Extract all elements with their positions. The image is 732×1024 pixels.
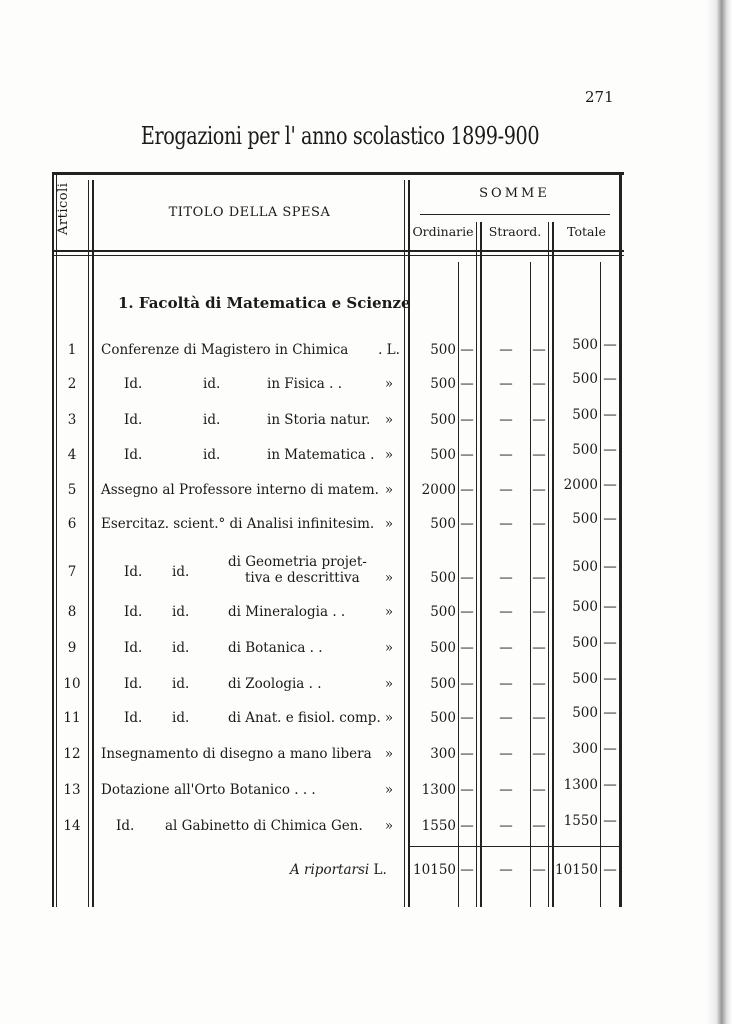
totale-cents: —: [603, 813, 617, 829]
leader-mark: »: [384, 710, 394, 726]
table-row: [0, 511, 732, 540]
straord-cents: —: [532, 640, 546, 656]
totale-cents: —: [603, 635, 617, 651]
straord-amount: —: [499, 818, 513, 834]
carry-ordinarie: 10150: [413, 862, 456, 878]
section-heading: 1. Facoltà di Matematica e Scienze: [118, 294, 411, 312]
leader-mark: »: [384, 570, 394, 586]
straord-amount: —: [499, 482, 513, 498]
straord-amount: —: [499, 570, 513, 586]
article-number: 7: [67, 564, 77, 580]
expense-title-part: di Mineralogia . .: [228, 604, 346, 620]
article-number: 9: [67, 640, 77, 656]
straord-cents: —: [532, 746, 546, 762]
ordinarie-amount: 1300: [421, 782, 456, 798]
totale-amount: 500: [572, 705, 598, 721]
expense-title-part: in Fisica . .: [267, 376, 343, 392]
leader-mark: »: [384, 412, 394, 428]
table-row: [0, 554, 732, 588]
leader-mark: »: [384, 676, 394, 692]
page-number: 271: [585, 88, 614, 106]
ordinarie-cents: —: [460, 676, 474, 692]
leader-mark: »: [384, 516, 394, 532]
expense-title-part: id.: [203, 447, 221, 463]
totale-amount: 1550: [563, 813, 598, 829]
totale-amount: 2000: [563, 477, 598, 493]
expense-title-part: Id.: [124, 412, 143, 428]
carry-row: [0, 862, 732, 886]
expense-title-part: di Geometria projet-: [228, 554, 367, 570]
straord-amount: —: [499, 676, 513, 692]
totale-cents: —: [603, 371, 617, 387]
article-number: 3: [67, 412, 77, 428]
carry-totale-cents: —: [603, 862, 617, 878]
expense-title-part: Id.: [124, 640, 143, 656]
straord-cents: —: [532, 604, 546, 620]
totale-amount: 500: [572, 442, 598, 458]
totale-cents: —: [603, 337, 617, 353]
expense-title-part: Id.: [124, 604, 143, 620]
table-row: [0, 442, 732, 471]
straord-cents: —: [532, 376, 546, 392]
straord-cents: —: [532, 482, 546, 498]
article-number: 1: [67, 342, 77, 358]
ordinarie-cents: —: [460, 447, 474, 463]
expense-title-part: Dotazione all'Orto Botanico . . .: [101, 782, 316, 798]
table-row: [0, 813, 732, 842]
expense-title-part: id.: [172, 640, 190, 656]
leader-mark: »: [384, 818, 394, 834]
leader-mark: »: [384, 782, 394, 798]
totale-amount: 500: [572, 337, 598, 353]
totale-amount: 500: [572, 599, 598, 615]
ordinarie-amount: 500: [430, 412, 456, 428]
ordinarie-cents: —: [460, 376, 474, 392]
leader-mark: »: [384, 482, 394, 498]
straord-cents: —: [532, 570, 546, 586]
expense-title-part: id.: [172, 604, 190, 620]
article-number: 4: [67, 447, 77, 463]
straord-cents: —: [532, 412, 546, 428]
table-row: [0, 777, 732, 806]
expense-title-part: Id.: [124, 376, 143, 392]
expense-title-part: Assegno al Professore interno di matem.: [101, 482, 379, 498]
totale-cents: —: [603, 741, 617, 757]
carry-straord-cents: —: [532, 862, 546, 878]
expense-title-part: id.: [172, 564, 190, 580]
article-number: 5: [67, 482, 77, 498]
ordinarie-cents: —: [460, 570, 474, 586]
straord-amount: —: [499, 604, 513, 620]
expense-title-part: Id.: [124, 676, 143, 692]
expense-title-part: Esercitaz. scient.° di Analisi infinitesim.: [101, 516, 375, 532]
expense-title-part: id.: [203, 376, 221, 392]
ordinarie-amount: 500: [430, 676, 456, 692]
ordinarie-cents: —: [460, 818, 474, 834]
totale-amount: 300: [572, 741, 598, 757]
ordinarie-cents: —: [460, 342, 474, 358]
totale-cents: —: [603, 442, 617, 458]
totale-cents: —: [603, 777, 617, 793]
expense-title-part: in Storia natur.: [267, 412, 371, 428]
leader-mark: »: [384, 447, 394, 463]
ordinarie-cents: —: [460, 746, 474, 762]
article-number: 6: [67, 516, 77, 532]
totale-cents: —: [603, 599, 617, 615]
expense-title-part: Id.: [124, 447, 143, 463]
totale-amount: 1300: [563, 777, 598, 793]
expense-title-part: di Botanica . .: [228, 640, 323, 656]
table-row: [0, 599, 732, 628]
straord-amount: —: [499, 516, 513, 532]
totale-amount: 500: [572, 511, 598, 527]
ordinarie-amount: 500: [430, 710, 456, 726]
totale-amount: 500: [572, 407, 598, 423]
ordinarie-cents: —: [460, 482, 474, 498]
expense-title-part: id.: [172, 710, 190, 726]
table-row: [0, 741, 732, 770]
expense-title-part: tiva e descrittiva: [245, 570, 360, 586]
table-row: [0, 337, 732, 366]
carry-totale: 10150: [555, 862, 598, 878]
ordinarie-amount: 500: [430, 516, 456, 532]
ordinarie-amount: 1550: [421, 818, 456, 834]
page-title: Erogazioni per l' anno scolastico 1899-900: [140, 122, 540, 150]
straord-cents: —: [532, 342, 546, 358]
article-number: 8: [67, 604, 77, 620]
totale-cents: —: [603, 559, 617, 575]
ordinarie-cents: —: [460, 604, 474, 620]
ordinarie-cents: —: [460, 782, 474, 798]
straord-cents: —: [532, 782, 546, 798]
straord-amount: —: [499, 447, 513, 463]
header-straord: Straord.: [488, 224, 542, 239]
header-articoli: Articoli: [56, 182, 71, 235]
carry-suffix: L.: [373, 862, 387, 878]
expense-title-part: Id.: [116, 818, 135, 834]
article-number: 12: [63, 746, 81, 762]
table-row: [0, 371, 732, 400]
ordinarie-cents: —: [460, 710, 474, 726]
totale-cents: —: [603, 705, 617, 721]
totale-cents: —: [603, 407, 617, 423]
straord-cents: —: [532, 818, 546, 834]
table-row: [0, 477, 732, 506]
expense-title-part: Id.: [124, 564, 143, 580]
ordinarie-amount: 2000: [421, 482, 456, 498]
totale-cents: —: [603, 477, 617, 493]
straord-cents: —: [532, 447, 546, 463]
article-number: 2: [67, 376, 77, 392]
expense-title-part: id.: [172, 676, 190, 692]
article-number: 14: [63, 818, 81, 834]
expense-title-part: Conferenze di Magistero in Chimica: [101, 342, 349, 358]
leader-mark: »: [384, 746, 394, 762]
article-number: 13: [63, 782, 81, 798]
header-ordinarie: Ordinarie: [412, 224, 474, 239]
ordinarie-amount: 300: [430, 746, 456, 762]
totale-amount: 500: [572, 671, 598, 687]
straord-amount: —: [499, 376, 513, 392]
carry-ordinarie-cents: —: [460, 862, 474, 878]
expense-title-part: di Zoologia . .: [228, 676, 322, 692]
expense-title-part: in Matematica .: [267, 447, 375, 463]
ordinarie-cents: —: [460, 516, 474, 532]
expense-title-part: di Anat. e fisiol. comp.: [228, 710, 381, 726]
straord-cents: —: [532, 710, 546, 726]
straord-amount: —: [499, 640, 513, 656]
straord-amount: —: [499, 710, 513, 726]
ordinarie-amount: 500: [430, 570, 456, 586]
straord-cents: —: [532, 676, 546, 692]
carry-label: [290, 862, 387, 878]
totale-amount: 500: [572, 371, 598, 387]
expense-title-part: id.: [203, 412, 221, 428]
expense-title-part: al Gabinetto di Chimica Gen.: [165, 818, 363, 834]
ordinarie-amount: 500: [430, 447, 456, 463]
table-row: [0, 635, 732, 664]
ordinarie-cents: —: [460, 640, 474, 656]
straord-amount: —: [499, 782, 513, 798]
table-row: [0, 671, 732, 700]
straord-amount: —: [499, 342, 513, 358]
expense-title-part: Id.: [124, 710, 143, 726]
totale-cents: —: [603, 511, 617, 527]
leader-mark: »: [384, 604, 394, 620]
article-number: 10: [63, 676, 81, 692]
expense-title-part: Insegnamento di disegno a mano libera: [101, 746, 372, 762]
header-somme: SOMME: [479, 186, 550, 201]
article-number: 11: [63, 710, 81, 726]
ordinarie-cents: —: [460, 412, 474, 428]
leader-mark: . L.: [378, 342, 400, 358]
carry-straord: —: [499, 862, 513, 878]
totale-cents: —: [603, 671, 617, 687]
straord-amount: —: [499, 746, 513, 762]
straord-cents: —: [532, 516, 546, 532]
carry-label-text: A riportarsi: [290, 862, 370, 878]
straord-amount: —: [499, 412, 513, 428]
ordinarie-amount: 500: [430, 604, 456, 620]
totale-amount: 500: [572, 635, 598, 651]
header-titolo: TITOLO DELLA SPESA: [168, 205, 331, 220]
table-row: [0, 407, 732, 436]
leader-mark: »: [384, 640, 394, 656]
leader-mark: »: [384, 376, 394, 392]
totale-amount: 500: [572, 559, 598, 575]
header-totale: Totale: [567, 224, 606, 239]
ordinarie-amount: 500: [430, 640, 456, 656]
ordinarie-amount: 500: [430, 342, 456, 358]
table-row: [0, 705, 732, 734]
ordinarie-amount: 500: [430, 376, 456, 392]
